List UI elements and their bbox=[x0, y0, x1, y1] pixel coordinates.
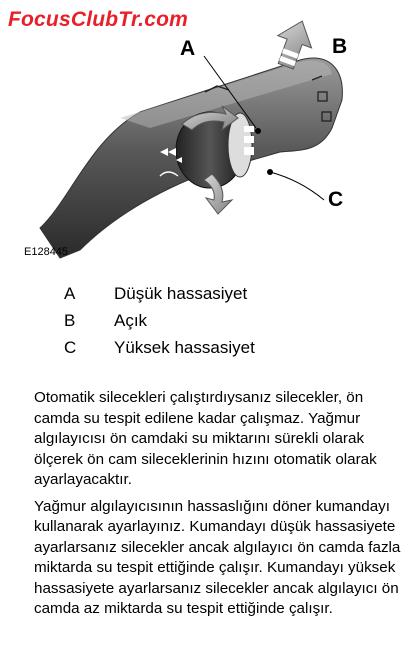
legend-key: B bbox=[64, 310, 76, 330]
wiper-stalk-illustration bbox=[0, 0, 420, 262]
figure-code: E128445 bbox=[24, 246, 69, 258]
paragraph: Otomatik silecekleri çalıştırdıysanız silecekler, ön camda su tespit edilene kadar çalışmaz. Yağmur algılayıcısı ön camdaki su miktarını sürekli olarak ölçerek ön cam sileceklerinin hızını otomatik olarak ayarlayacaktır. bbox=[34, 389, 377, 488]
callout-b: B bbox=[332, 35, 348, 58]
paragraph: Yağmur algılayıcısının hassaslığını döner kumandayı kullanarak ayarlayınız. Kumandayı düşük hassasiyete ayarlarsanız silecekler ancak algılayıcı ön camda fazla miktarda su tespit ettiğinde çalışır. Kumandayı yüksek hassasiyete ayarlarsanız silecekler ancak algılayıcı ön camda az miktarda su tespit ettiğinde çalışır. bbox=[34, 497, 401, 617]
callout-a: A bbox=[180, 37, 196, 60]
site-watermark: FocusClubTr.com bbox=[8, 8, 188, 31]
callout-legend bbox=[64, 280, 384, 361]
legend-row-a bbox=[64, 280, 384, 307]
wiper-stalk-drawing bbox=[0, 0, 420, 262]
legend-row-c bbox=[64, 334, 384, 361]
legend-row-b bbox=[64, 307, 384, 334]
legend-key: A bbox=[64, 283, 76, 303]
body-text bbox=[34, 388, 404, 626]
legend-label: Yüksek hassasiyet bbox=[114, 337, 255, 357]
legend-key: C bbox=[64, 337, 77, 357]
legend-label: Açık bbox=[114, 310, 148, 330]
legend-label: Düşük hassasiyet bbox=[114, 283, 248, 303]
callout-c: C bbox=[328, 188, 344, 211]
